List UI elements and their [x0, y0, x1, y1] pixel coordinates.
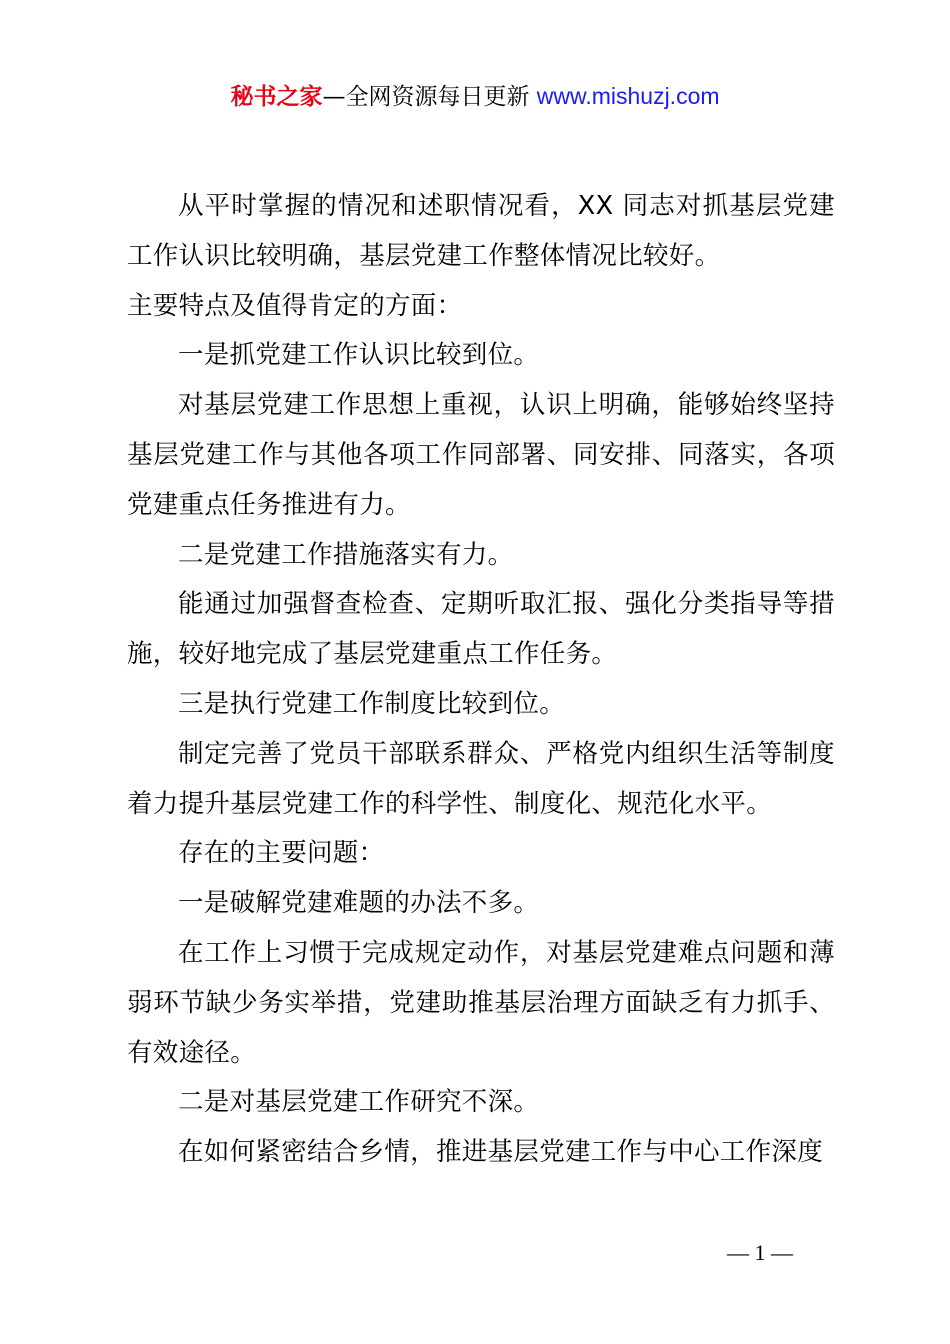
page-number: — 1 —: [727, 1240, 793, 1265]
paragraph: 对基层党建工作思想上重视，认识上明确，能够始终坚持基层党建工作与其他各项工作同部署、同安排、同落实，各项党建重点任务推进有力。: [127, 390, 835, 520]
paragraph: 制定完善了党员干部联系群众、严格党内组织生活等制度着力提升基层党建工作的科学性、制度化、规范化水平。: [127, 738, 835, 819]
header-url-link[interactable]: www.mishuzj.com: [536, 83, 720, 109]
section-heading: 存在的主要问题：: [178, 838, 385, 869]
paragraph: 从平时掌握的情况和述职情况看，XX 同志对抓基层党建工作认识比较明确，基层党建工作整体情况比较好。: [127, 191, 835, 271]
paragraph: 二是党建工作措施落实有力。: [178, 539, 514, 570]
paragraph: 三是执行党建工作制度比较到位。: [178, 688, 566, 719]
paragraph: 在工作上习惯于完成规定动作，对基层党建难点问题和薄弱环节缺少务实举措，党建助推基层治理方面缺乏有力抓手、有效途径。: [127, 937, 835, 1068]
document-body: [127, 182, 835, 1178]
paragraph: 二是对基层党建工作研究不深。: [178, 1087, 540, 1118]
header-tagline: —全网资源每日更新: [322, 84, 537, 110]
paragraph: 一是破解党建难题的办法不多。: [178, 888, 540, 919]
section-heading: 主要特点及值得肯定的方面：: [127, 290, 463, 321]
paragraph: 能通过加强督查检查、定期听取汇报、强化分类指导等措施，较好地完成了基层党建重点工作任务。: [127, 589, 835, 670]
paragraph: 在如何紧密结合乡情，推进基层党建工作与中心工作深度: [178, 1137, 824, 1168]
document-header: [0, 80, 950, 113]
brand-name: 秘书之家: [230, 84, 323, 110]
paragraph: 一是抓党建工作认识比较到位。: [178, 340, 540, 371]
